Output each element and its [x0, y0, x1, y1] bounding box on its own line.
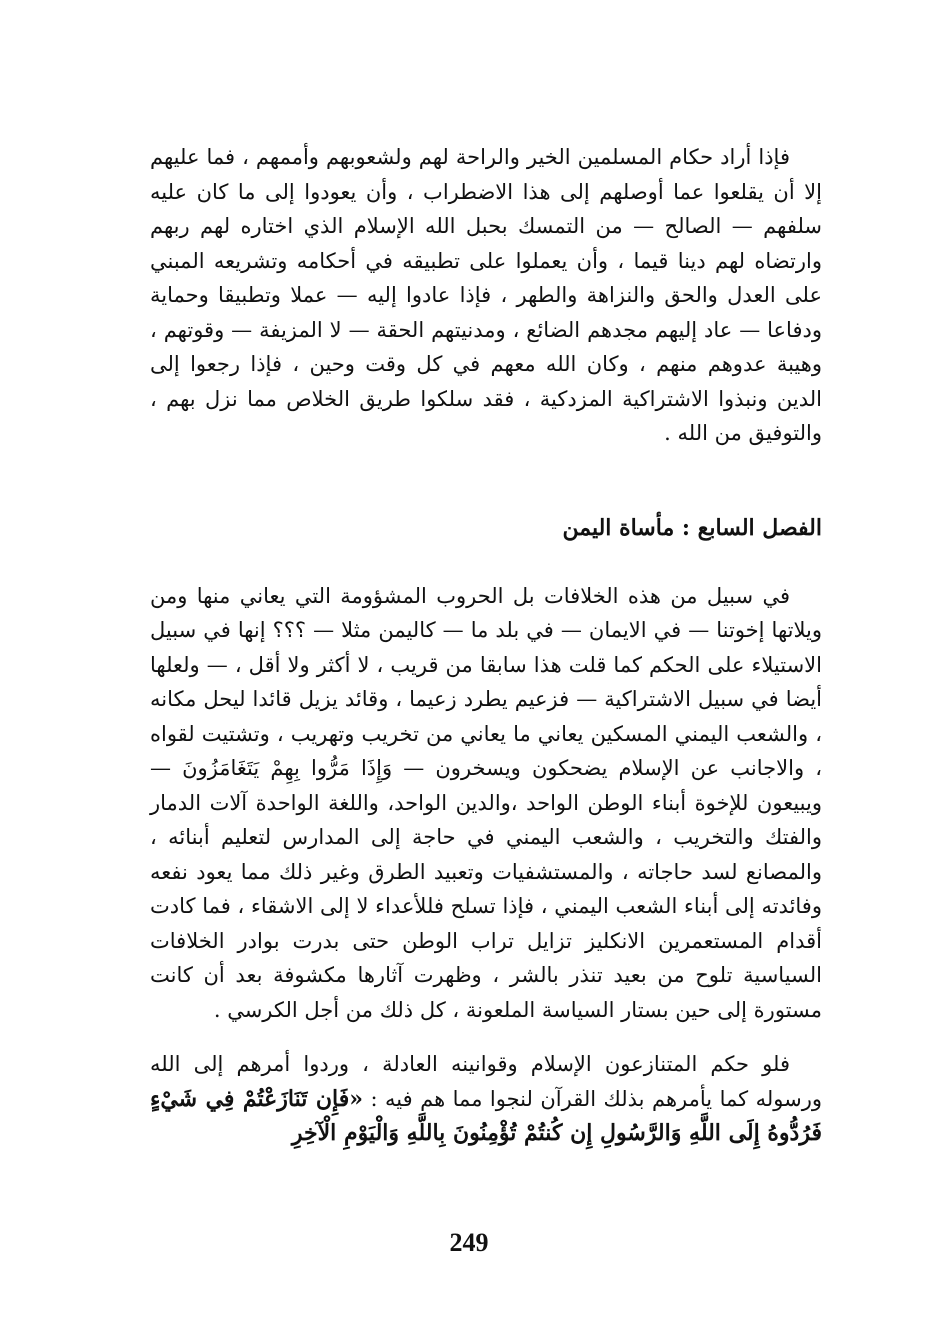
page-number: 249: [449, 1228, 489, 1257]
chapter-title: الفصل السابع : مأساة اليمن: [562, 514, 822, 541]
quran-verse: «فَإِن تَنَازَعْتُمْ فِي شَيْءٍ فَرُدُّوهُ إِلَى اللَّهِ وَالرَّسُولِ إِن كُنتُمْ تُؤْمِنُونَ بِاللَّهِ وَالْيَوْمِ الْآخِرِ: [150, 1085, 822, 1146]
paragraph-1: فإذا أراد حكام المسلمين الخير والراحة لهم ولشعوبهم وأممهم ، فما عليهم إلا أن يقلعوا عما أوصلهم إلى هذا الاضطراب ، وأن يعودوا إلى ما كان عليه سلفهم — الصالح — من التمسك بحبل الله الإسلام الذي اختاره لهم ربهم وارتضاه لهم دينا قيما ، وأن يعملوا على تطبيقه في أحكامه وتشريعه المبني على العدل والحق والنزاهة والطهر ، فإذا عادوا إليه — عملا وتطبيقا وحماية ودفاعا — عاد إليهم مجدهم الضائع ، ومدنيتهم الحقة — لا المزيفة — وقوتهم ، وهيبة عدوهم منهم ، وكان الله معهم في كل وقت وحين ، فإذا رجعوا إلى الدين ونبذوا الاشتراكية المزدكية ، فقد سلكوا طريق الخلاص مما نزل بهم ، والتوفيق من الله .: [150, 145, 822, 445]
paragraph-2: في سبيل من هذه الخلافات بل الحروب المشؤومة التي يعاني منها ومن ويلاتها إخوتنا — في الايمان — في بلد ما — كاليمن مثلا — ؟؟؟ إنها في سبيل الاستيلاء على الحكم كما قلت هذا سابقا من قريب ، لا أكثر ولا أقل ، — ولعلها أيضا في سبيل الاشتراكية — فزعيم يطرد زعيما ، وقائد يزيل قائدا ليحل مكانه ، والشعب اليمني المسكين يعاني ما يعاني من تخريب وتهريب ، وتشتيت لقواه ، والاجانب عن الإسلام يضحكون ويسخرون — وَإِذَا مَرُّوا بِهِمْ يَتَغَامَزُونَ — ويبيعون للإخوة أبناء الوطن الواحد ،والدين الواحد، واللغة الواحدة آلات الدمار والفتك والتخريب ، والشعب اليمني في حاجة إلى المدارس لتعليم أبنائه ، والمصانع لسد حاجاته ، والمستشفيات وتعبيد الطرق وغير ذلك مما يعود نفعه وفائدته إلى أبناء الشعب اليمني ، فإذا تسلح فللأعداء لا إلى الاشقاء ، فما كادت أقدام المستعمرين الانكليز تزايل تراب الوطن حتى بدرت بوادر الخلافات السياسية تلوح من بعيد تنذر بالشر ، وظهرت آثارها مكشوفة بعد أن كانت مستورة إلى حين بستار السياسة الملعونة ، كل ذلك من أجل الكرسي .: [150, 583, 822, 1022]
page-content: [150, 140, 822, 1151]
paragraph-3: [150, 1047, 822, 1151]
paragraph-3-text: فلو حكم المتنازعون الإسلام وقوانينه العادلة ، وردوا أمرهم إلى الله ورسوله كما يأمرهم بذلك القرآن لنجوا مما هم فيه :: [150, 1052, 822, 1111]
